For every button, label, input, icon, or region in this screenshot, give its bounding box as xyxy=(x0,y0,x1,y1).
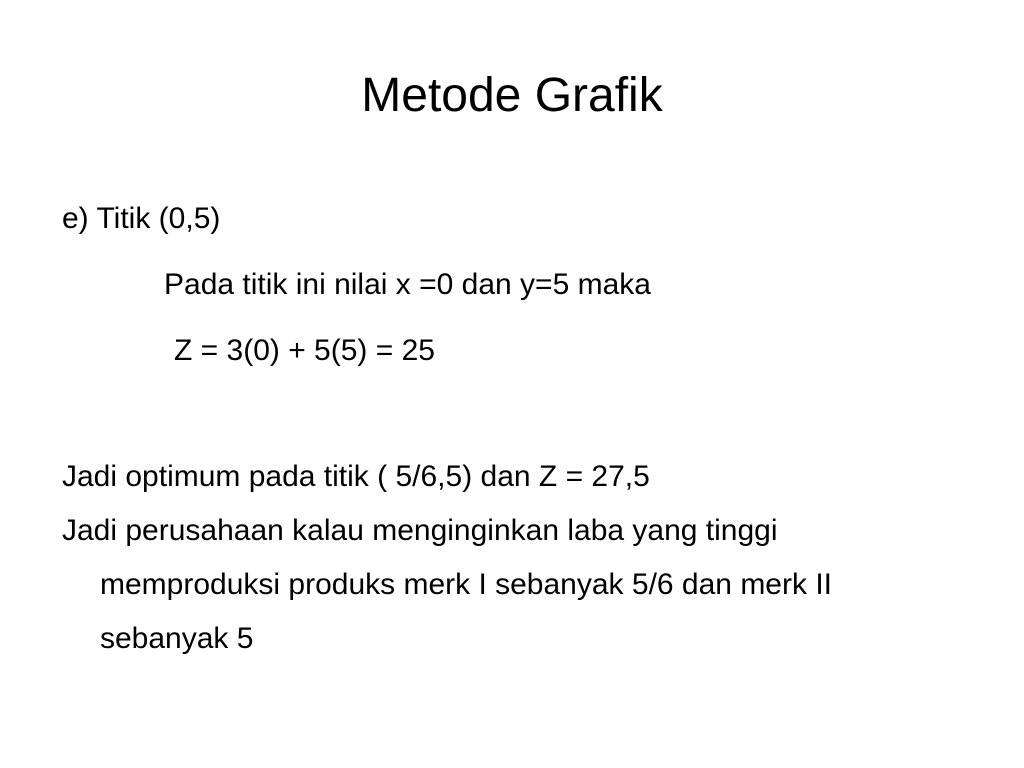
objective-calculation: Z = 3(0) + 5(5) = 25 xyxy=(174,334,435,367)
optimum-conclusion: Jadi optimum pada titik ( 5/6,5) dan Z = 27,5 xyxy=(62,460,650,493)
slide-title: Metode Grafik xyxy=(361,69,663,122)
company-conclusion: Jadi perusahaan kalau menginginkan laba yang tinggi memproduksi produks merk I sebanyak 5/6 dan merk II sebanyak 5 xyxy=(62,514,832,655)
paragraph-spacer xyxy=(62,384,962,444)
point-description: Pada titik ini nilai x =0 dan y=5 maka xyxy=(164,268,651,301)
point-heading: e) Titik (0,5) xyxy=(62,202,221,235)
slide-body xyxy=(62,186,962,666)
